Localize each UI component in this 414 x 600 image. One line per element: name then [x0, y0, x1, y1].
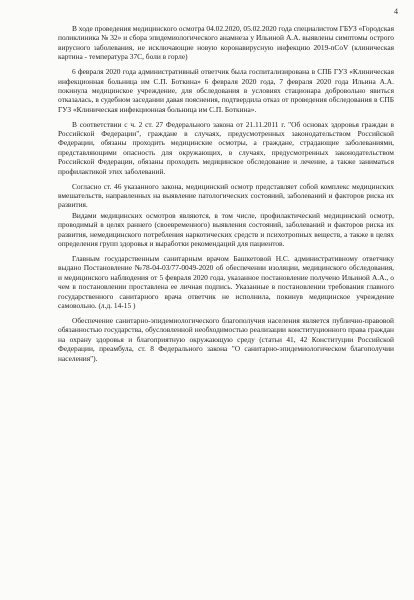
- paragraph-article-46: Согласно ст. 46 указанного закона, медицинский осмотр представляет собой комплекс медицинских вмешательств, направленных на выявление патологических состояний, заболеваний и факторов риска их развития.: [58, 181, 394, 210]
- paragraph-resolution: Главным государственным санитарным врачом Башкетовой Н.С. административному ответчику выдано Постановление №78-04-03/77-0049-2020 об обеспечении изоляции, медицинского обследования, и медицинского наблюдения от 5 февраля 2020 года, указанное постановление получено Ильиной А.А., о чем в постановлении проставлена ее личная подпись. Указанные в постановлении требования главного государственного санитарного врача ответчик не исполнила, покинув медицинское учреждение самовольно. (л.д. 14-15 ): [58, 253, 394, 310]
- paragraph-medical-exam: В ходе проведения медицинского осмотра 04.02.2020, 05.02.2020 года специалистом ГБУЗ «Городская поликлиника № 32» и сбора эпидемиологического анамнеза у Ильиной А.А. выявлены симптомы острого вирусного заболевания, не исключающие новую коронавирусную инфекцию 2019-nCoV (клиническая картина - температура 37С, боли в горле): [58, 24, 394, 62]
- paragraph-exam-types: Видами медицинских осмотров являются, в том числе, профилактический медицинский осмотр, проводимый в целях раннего (своевременного) выявления состояний, заболеваний и факторов риска их развития, немедицинского потребления наркотических средств и психотропных веществ, а также в целях определения групп здоровья и выработки рекомендаций для пациентов.: [58, 210, 394, 249]
- paragraph-hospitalization: 6 февраля 2020 года административный ответчик была госпитализирована в СПБ ГУЗ «Клиническая инфекционная больница им С.П. Боткина» 6 февраля 2020 года, 7 февраля 2020 года Ильина А.А. покинула медицинское учреждение, для обследования в условиях стационара добровольно явиться отказалась, в судебном заседании давая пояснения, подтвердила отказ от проведения обследования в СПБ ГУЗ «Клиническая инфекционная больница им С.П. Боткина».: [58, 67, 394, 114]
- paragraph-sanitary-welfare: Обеспечение санитарно-эпидемиологического благополучия населения является публично-правовой обязанностью государства, обусловленной необходимостью реализации конституционного права граждан на охрану здоровья и благоприятную окружающую среду (статьи 41, 42 Конституции Российской Федерации, преамбула, ст. 8 Федерального закона "О санитарно-эпидемиологическом благополучии населения").: [58, 315, 394, 363]
- paragraph-federal-law: В соответствии с ч. 2 ст. 27 Федерального закона от 21.11.2011 г. "Об основах здоровья граждан в Российской Федерации", граждане в случаях, предусмотренных законодательством Российской Федерации, обязаны проходить медицинские осмотры, а граждане, страдающие заболеваниями, представляющими опасность для окружающих, в случаях, предусмотренных законодательством Российской Федерации, обязаны проходить медицинское обследование и лечение, а также заниматься профилактикой этих заболеваний.: [58, 119, 394, 176]
- page-number: 4: [394, 7, 398, 16]
